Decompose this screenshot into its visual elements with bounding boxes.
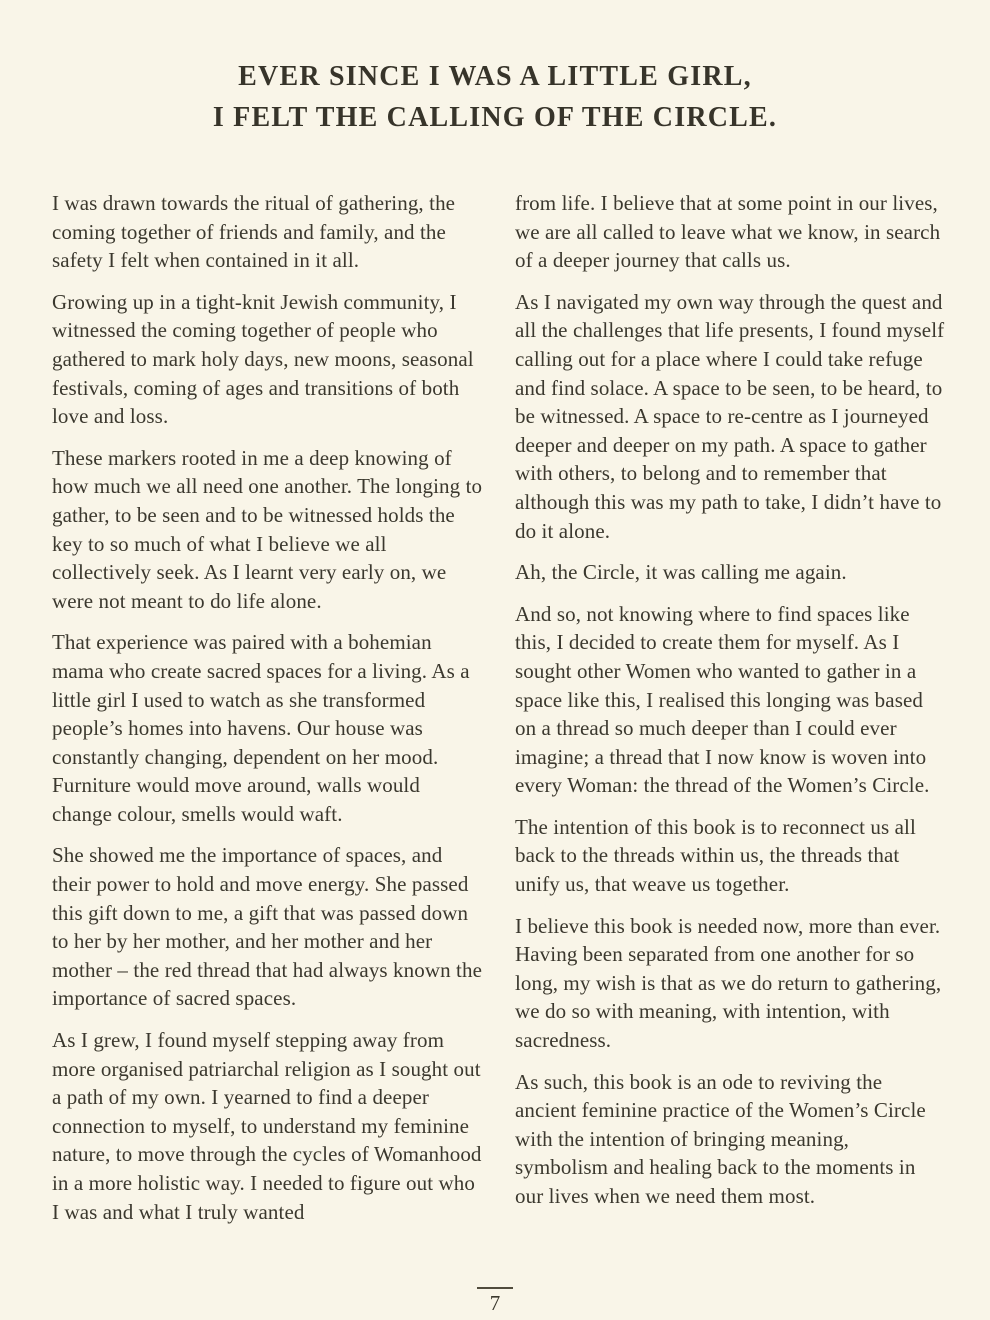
footer-rule	[477, 1287, 513, 1289]
paragraph: Ah, the Circle, it was calling me again.	[515, 560, 847, 585]
paragraph: Growing up in a tight-knit Jewish community, I witnessed the coming together of people who gathered to mark holy days, new moons, seasonal festivals, coming of ages and transitions of both love and loss.	[52, 289, 474, 429]
paragraph: That experience was paired with a bohemian mama who create sacred spaces for a living. As a little girl I used to watch as she transformed people’s homes into havens. Our house was constantly changing, dependent on her mood. Furniture would move around, walls would change colour, smells would waft.	[52, 630, 470, 826]
left-column	[52, 189, 484, 1239]
paragraph: I believe this book is needed now, more than ever. Having been separated from one another for so long, my wish is that as we do return to gathering, we do so with meaning, with intention, with sacredness.	[515, 913, 942, 1053]
paragraph: As such, this book is an ode to reviving the ancient feminine practice of the Women’s Circle with the intention of bringing meaning, symbolism and healing back to the moments in our lives when we need them most.	[515, 1069, 926, 1208]
page-title-line-2: I FELT THE CALLING OF THE CIRCLE.	[212, 102, 778, 133]
paragraph: She showed me the importance of spaces, and their power to hold and move energy. She passed this gift down to me, a gift that was passed down to her by her mother, and her mother and her mother – the red thread that had always known the importance of sacred spaces.	[52, 843, 483, 1011]
page-footer	[0, 1287, 990, 1314]
right-column	[515, 189, 947, 1239]
paragraph: As I grew, I found myself stepping away from more organised patriarchal religion as I sought out a path of my own. I yearned to find a deeper connection to myself, to understand my feminine nature, to move through the cycles of Womanhood in a more holistic way. I needed to figure out who I was and what I truly wanted	[52, 1028, 482, 1224]
paragraph: I was drawn towards the ritual of gathering, the coming together of friends and family, and the safety I felt when contained in it all.	[52, 191, 456, 273]
paragraph: The intention of this book is to reconnect us all back to the threads within us, the threads that unify us, that weave us together.	[515, 814, 916, 897]
paragraph: And so, not knowing where to find spaces like this, I decided to create them for myself. As I sought other Women who wanted to gather in a space like this, I realised this longing was based on a thread so much deeper than I could ever imagine; a thread that I now know is woven into every Woman: the thread of the Women’s Circle.	[515, 601, 930, 798]
two-column-body	[0, 189, 990, 1239]
page-number: 7	[489, 1291, 501, 1315]
paragraph: These markers rooted in me a deep knowing of how much we all need one another. The longing to gather, to be seen and to be witnessed holds the key to so much of what I believe we all collectively seek. As I learnt very early on, we were not meant to do life alone.	[52, 445, 483, 613]
paragraph: As I navigated my own way through the quest and all the challenges that life presents, I found myself calling out for a place where I could take refuge and find solace. A space to be seen, to be heard, to be witnessed. A space to re-centre as I journeyed deeper and deeper on my path. A space to gather with others, to belong and to remember that although this was my path to take, I didn’t have to do it alone.	[515, 289, 945, 543]
paragraph: from life. I believe that at some point in our lives, we are all called to leave what we know, in search of a deeper journey that calls us.	[515, 191, 941, 273]
page-title-line-1: EVER SINCE I WAS A LITTLE GIRL,	[238, 61, 752, 92]
page-title	[0, 56, 990, 138]
